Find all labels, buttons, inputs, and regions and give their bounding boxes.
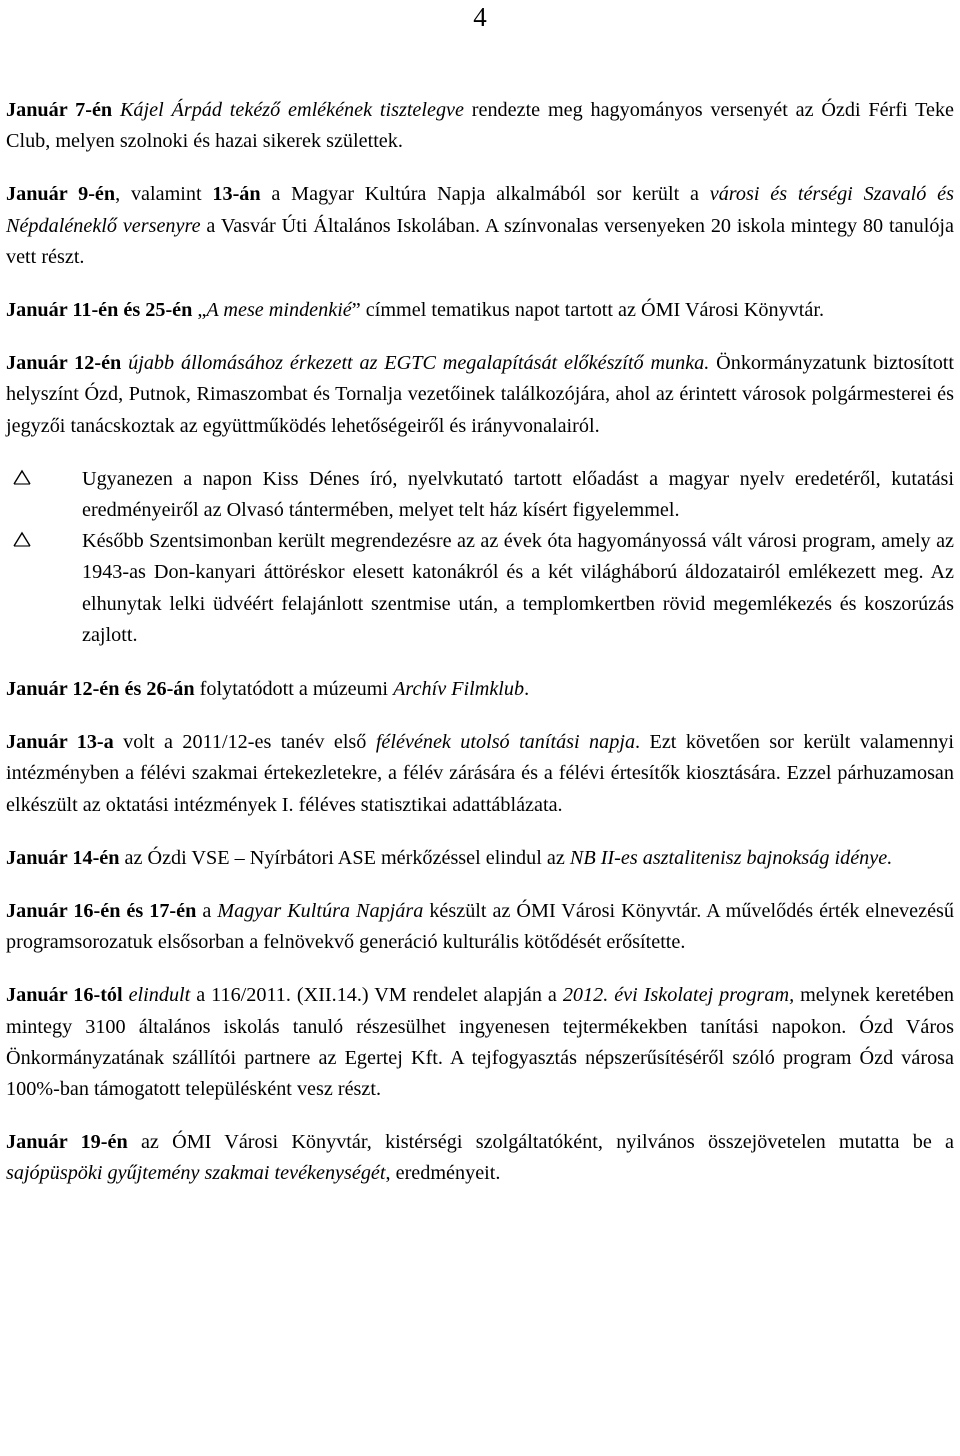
body-text: folytatódott a múzeumi: [194, 678, 394, 701]
paragraph-jan9: [6, 179, 954, 273]
body-text: [112, 99, 120, 121]
emphasis-text: 2012. évi Iskolatej program,: [562, 984, 795, 1007]
date-lead: Január 11-én és 25-én: [6, 299, 193, 322]
paragraph-jan12b: [6, 674, 954, 705]
paragraph-jan7: [6, 95, 954, 157]
body-text: , eredményeit.: [385, 1162, 501, 1185]
date-lead: Január 16-én és 17-én: [6, 900, 197, 923]
emphasis-text: újabb állomásához érkezett az EGTC megalapítását előkészítő munka.: [128, 352, 710, 375]
body-text: a Magyar Kultúra Napja alkalmából sor került a: [260, 183, 710, 206]
paragraph-jan19: [6, 1127, 954, 1189]
date-lead: Január 7-én: [6, 99, 113, 121]
body-text: a: [196, 900, 218, 923]
emphasis-text: félévének utolsó tanítási napja: [375, 731, 636, 754]
paragraph-group-before: [6, 95, 954, 442]
emphasis-text: Kájel Árpád tekéző emlékének tisztelegve: [119, 99, 464, 121]
bullet-list: [6, 464, 954, 651]
body-text: , valamint: [115, 183, 213, 206]
paragraph-jan13: [6, 727, 954, 821]
paragraph-jan16: [6, 896, 954, 958]
emphasis-text: sajópüspöki gyűjtemény szakmai tevékenységét: [6, 1162, 386, 1185]
body-text: készült az ÓMI Városi Könyvtár. A művelődés érték elnevezésű programsorozatuk elsősorban a felnövekvő generáció kulturális kötődését erősítette.: [6, 900, 954, 954]
document-body: [6, 31, 954, 1190]
date-lead: Január 12-én és 26-án: [6, 678, 195, 701]
date-lead: Január 13-a: [6, 731, 114, 754]
emphasis-text: Archív Filmklub: [393, 678, 525, 701]
caret-up-icon: [12, 467, 32, 487]
paragraph-jan11: [6, 295, 954, 326]
body-text: a 116/2011. (XII.14.) VM rendelet alapján a: [190, 984, 563, 1007]
body-text: Önkormányzatunk biztosított helyszínt Ózd, Putnok, Rimaszombat és Tornalja vezetőinek találkozójára, ahol az érintett városok polgármesterei és jegyzői tanácskoztak az együttműködés lehetőségeiről és irányvonalairól.: [6, 352, 954, 437]
body-text: az Ózdi VSE – Nyírbátori ASE mérkőzéssel elindul az: [119, 846, 570, 869]
body-text: melynek keretében mintegy 3100 általános iskolás tanuló részesülhet ingyenesen tejtermékekben tanítási napokon. Ózd Város Önkormányzatának szállítói partnere az Egertej Kft. A tejfogyasztás népszerűsítéséről szóló program Ózd városa 100%-ban támogatott településként vesz részt.: [6, 984, 954, 1101]
body-text: ” címmel tematikus napot tartott az ÓMI Városi Könyvtár.: [351, 299, 825, 322]
emphasis-text: városi és térségi Szavaló és Népdaléneklő versenyre: [6, 183, 954, 237]
date-lead: Január 19-én: [6, 1131, 128, 1154]
body-text: . Ezt követően sor került valamennyi intézményben a félévi szakmai értekezletekre, a félév zárására és a félévi értesítők kiosztására. Ezzel párhuzamosan elkészült az oktatási intézmények I. féléves statisztikai adattáblázata.: [6, 731, 955, 816]
paragraph-jan16tol: [6, 980, 954, 1105]
body-text: a Vasvár Úti Általános Iskolában. A színvonalas versenyeken 20 iskola mintegy 80 tanulója vett részt.: [6, 214, 954, 268]
bullet-text: Később Szentsimonban került megrendezésre az az évek óta hagyományossá vált városi program, amely az 1943-as Don-kanyari áttöréskor elesett katonákról és a két világháború áldozatairól emlékezett meg. Az elhunytak lelki üdvéért felajánlott szentmise után, a templomkertben rövid megemlékezés és koszorúzás zajlott.: [82, 530, 954, 646]
date-lead: Január 16-tól: [6, 984, 123, 1007]
date-lead: 13-án: [212, 183, 261, 206]
page-number: 4: [473, 2, 487, 32]
date-lead: Január 14-én: [6, 846, 120, 869]
emphasis-text: elindult: [128, 984, 191, 1007]
body-text: rendezte meg hagyományos versenyét az Ózdi Férfi Teke Club, melyen szolnoki és hazai sikerek születtek.: [6, 99, 954, 153]
paragraph-jan14: [6, 843, 954, 874]
date-lead: Január 9-én: [6, 183, 116, 206]
caret-up-icon: [12, 529, 32, 549]
paragraph-group-after: [6, 674, 954, 1190]
bullet-item: [6, 526, 954, 651]
bullet-text: Ugyanezen a napon Kiss Dénes író, nyelvkutató tartott előadást a magyar nyelv eredetéről, kutatási eredményeiről az Olvasó tántermében, melyet telt ház kísért figyelemmel.: [82, 467, 954, 522]
emphasis-text: NB II-es asztalitenisz bajnokság idénye.: [569, 846, 893, 869]
date-lead: Január 12-én: [6, 352, 122, 375]
body-text: az ÓMI Városi Könyvtár, kistérségi szolgáltatóként, nyilvános összejövetelen mutatta be a: [127, 1131, 954, 1154]
bullet-item: [6, 464, 954, 526]
emphasis-text: Magyar Kultúra Napjára: [217, 900, 424, 923]
body-text: .: [524, 678, 530, 701]
paragraph-jan12: [6, 348, 954, 442]
body-text: „: [192, 299, 207, 322]
emphasis-text: A mese mindenkié: [206, 299, 352, 322]
body-text: volt a 2011/12-es tanév első: [113, 731, 376, 754]
